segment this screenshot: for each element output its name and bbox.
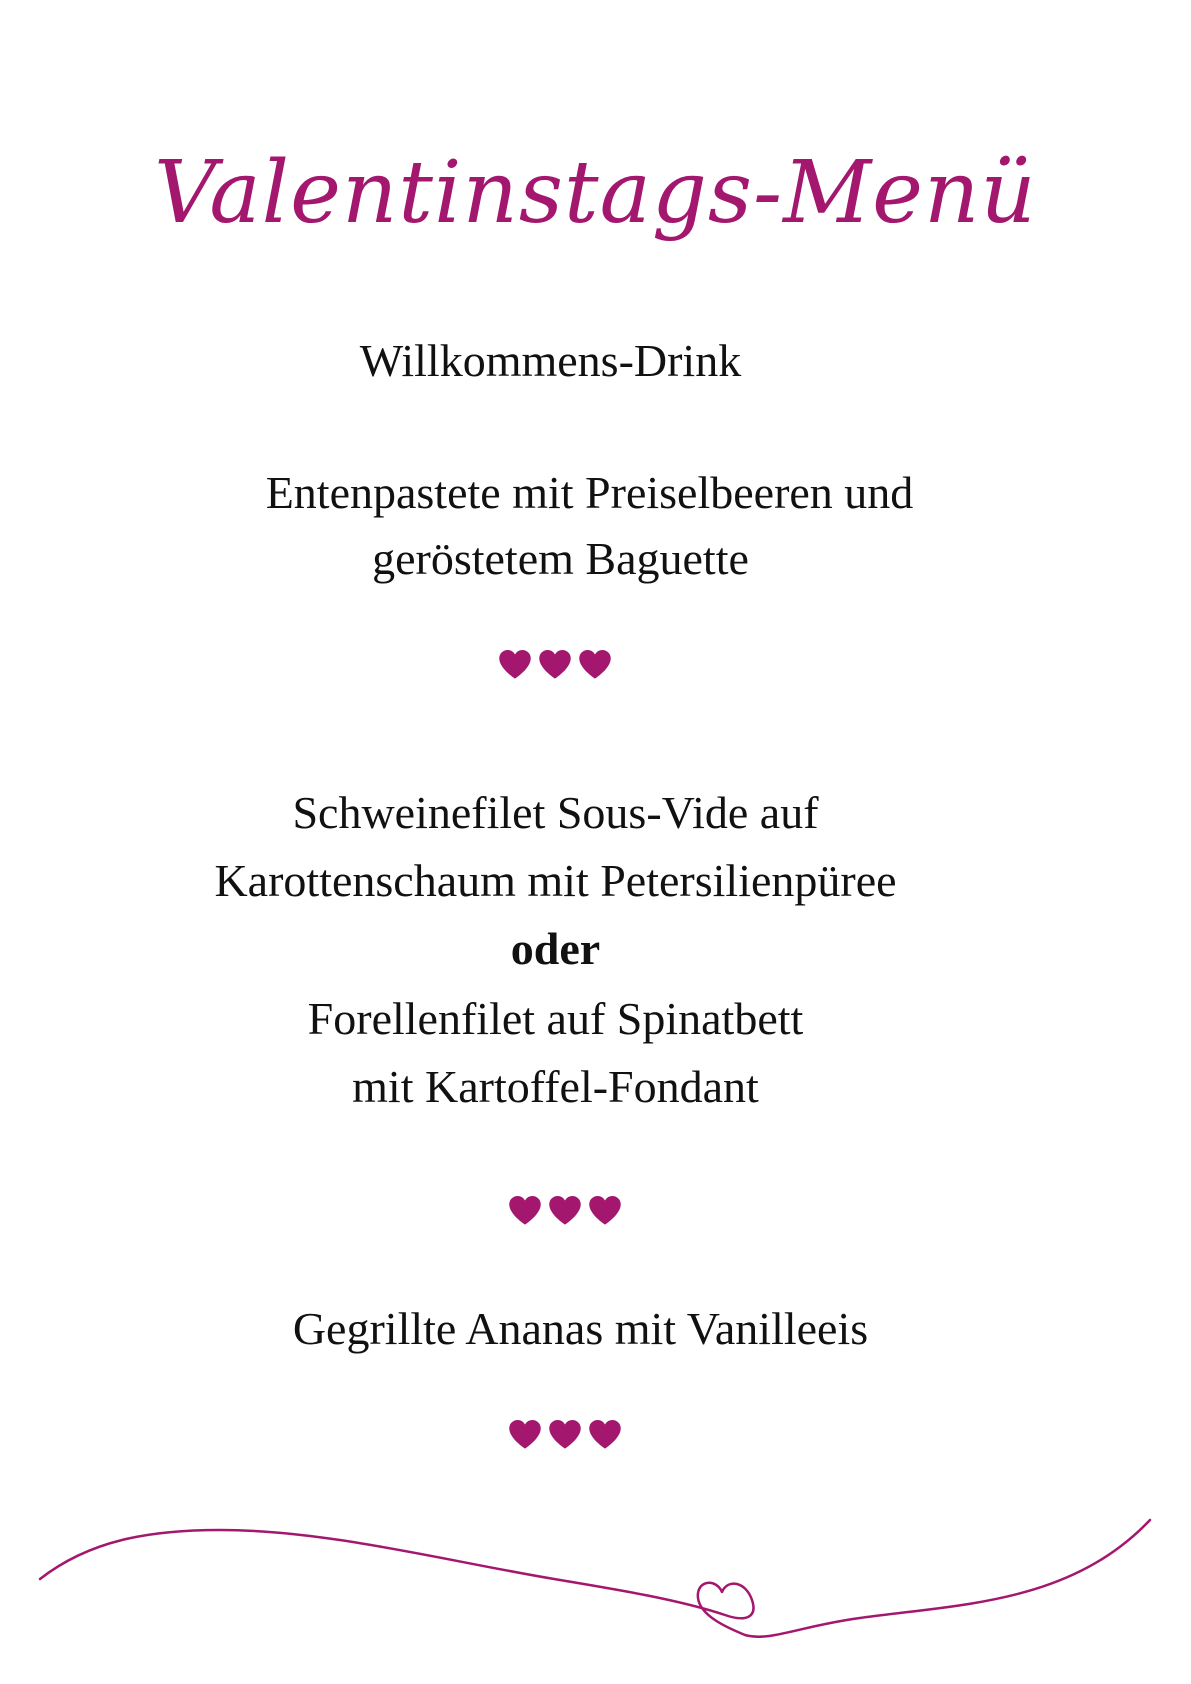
heart-icon xyxy=(507,1194,543,1226)
hearts-divider-3 xyxy=(0,1418,1160,1454)
main-option-1-line-1: Schweinefilet Sous-Vide auf xyxy=(292,787,819,838)
heart-icon xyxy=(507,1418,543,1450)
heart-icon xyxy=(577,648,613,680)
hearts-divider-1 xyxy=(0,648,1150,684)
heart-icon xyxy=(547,1418,583,1450)
main-option-2-line-1: Forellenfilet auf Spinatbett xyxy=(307,993,804,1044)
heart-icon xyxy=(497,648,533,680)
dessert: Gegrillte Ananas mit Vanilleeis xyxy=(292,1303,869,1354)
welcome-drink: Willkommens-Drink xyxy=(359,335,742,386)
heart-swirl-icon xyxy=(0,1500,1191,1684)
heart-icon xyxy=(547,1194,583,1226)
heart-icon xyxy=(537,648,573,680)
main-separator: oder xyxy=(510,923,601,974)
menu-title: Valentinstags-Menü xyxy=(154,143,1037,243)
starter-line-1: Entenpastete mit Preiselbeeren und xyxy=(265,467,914,518)
hearts-divider-2 xyxy=(0,1194,1160,1230)
starter-line-2: geröstetem Baguette xyxy=(372,533,749,584)
main-option-2-line-2: mit Kartoffel-Fondant xyxy=(352,1061,759,1112)
main-option-1-line-2: Karottenschaum mit Petersilienpüree xyxy=(214,855,897,906)
heart-icon xyxy=(587,1418,623,1450)
heart-icon xyxy=(587,1194,623,1226)
